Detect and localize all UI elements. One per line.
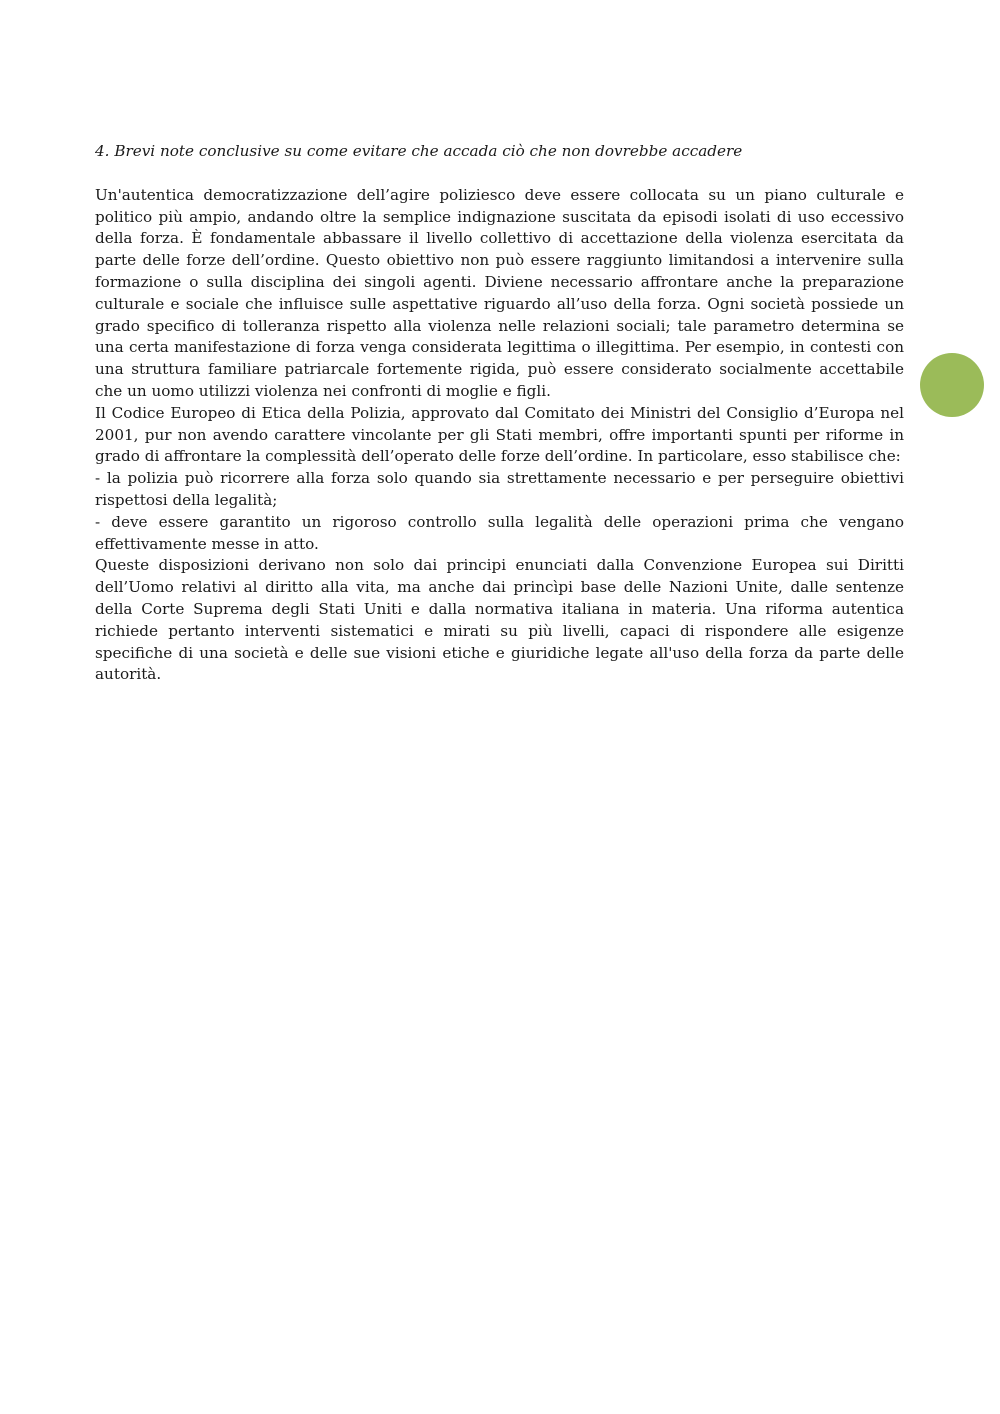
list-item-legality-control: - deve essere garantito un rigoroso controllo sulla legalità delle operazioni prima che vengano effettivamente messe in atto. — [95, 512, 904, 553]
list-item-force-necessity: - la polizia può ricorrere alla forza solo quando sia strettamente necessario e per perseguire obiettivi rispettosi della legalità; — [95, 469, 904, 509]
section-heading: 4. Brevi note conclusive su come evitare che accada ciò che non dovrebbe accadere — [95, 142, 743, 160]
green-circle-marker — [920, 353, 984, 417]
paragraph-intro: Un'autentica democratizzazione dell’agire poliziesco deve essere collocata su un piano culturale e politico più ampio, andando oltre la semplice indignazione suscitata da episodi isolati di uso eccessivo della forza. È fondamentale abbassare il livello collettivo di accettazione della violenza esercitata da parte delle forze dell’ordine. Questo obiettivo non può essere raggiunto limitandosi a intervenire sulla formazione o sulla disciplina dei singoli agenti. Diviene necessario affrontare anche la preparazione culturale e sociale che influisce sulle aspettative riguardo all’uso della forza. Ogni società possiede un grado specifico di tolleranza rispetto alla violenza nelle relazioni sociali; tale parametro determina se una certa manifestazione di forza venga considerata legittima o illegittima. Per esempio, in contesti con una struttura familiare patriarcale fortemente rigida, può essere considerato socialmente accettabile che un uomo utilizzi violenza nei confronti di moglie e figli. — [95, 185, 904, 400]
paragraph-european-code: Il Codice Europeo di Etica della Polizia, approvato dal Comitato dei Ministri del Consiglio d’Europa nel 2001, pur non avendo carattere vincolante per gli Stati membri, offre importanti spunti per riforme in grado di affrontare la complessità dell’operato delle forze dell’ordine. In particolare, esso stabilisce che: — [95, 403, 904, 466]
paragraph-conclusion: Queste disposizioni derivano non solo dai principi enunciati dalla Convenzione Europea sui Diritti dell’Uomo relativi al diritto alla vita, ma anche dai princìpi base delle Nazioni Unite, dalle sentenze della Corte Suprema degli Stati Uniti e dalla normativa italiana in materia. Una riforma autentica richiede pertanto interventi sistematici e mirati su più livelli, capaci di rispondere alle esigenze specifiche di una società e delle sue visioni etiche e giuridiche legate all'uso della forza da parte delle autorità. — [95, 556, 904, 684]
page-body — [95, 141, 904, 686]
